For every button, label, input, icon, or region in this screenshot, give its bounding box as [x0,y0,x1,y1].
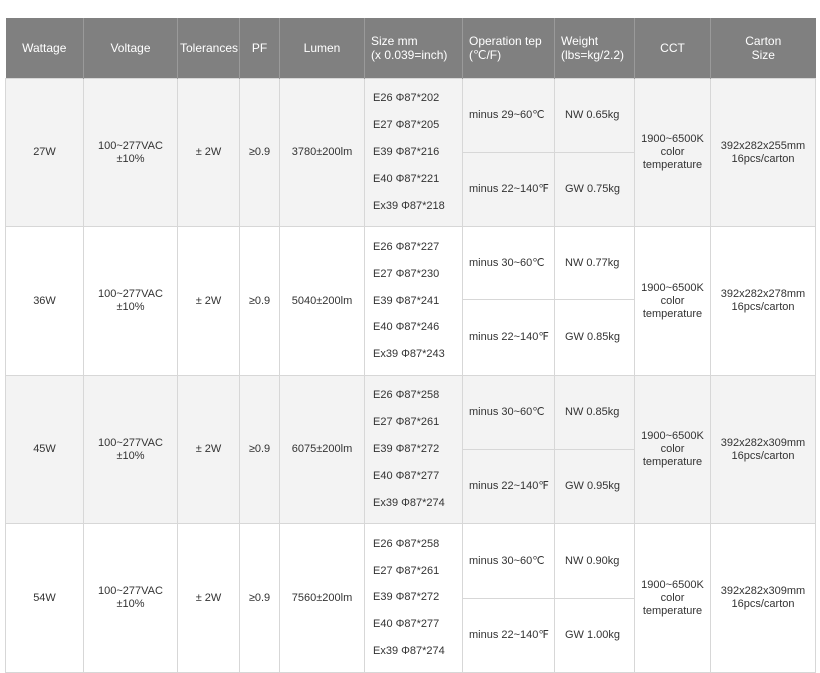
carton-dimensions: 392x282x255mm [720,139,806,152]
wattage-cell: 54W [6,524,84,672]
size-e27: E27 Φ87*261 [373,416,440,429]
cct-temperature: temperature [642,307,703,320]
carton-dimensions: 392x282x309mm [720,585,806,598]
carton-cell [711,524,816,672]
net-weight: NW 0.85kg [555,375,635,449]
gross-weight: GW 1.00kg [555,598,635,672]
carton-quantity: 16pcs/carton [731,449,795,462]
cct-cell [635,227,711,375]
net-weight: NW 0.65kg [555,79,635,153]
header-operation-temp [463,18,555,79]
lumen-cell: 6075±200lm [280,375,365,523]
voltage-cell [84,375,178,523]
spec-body [6,79,816,673]
size-e39: E39 Φ87*272 [373,591,440,604]
op-temp-fahrenheit: minus 22~140℉ [463,300,555,376]
cct-cell [635,79,711,227]
pf-cell: ≥0.9 [240,375,280,523]
cct-cell [635,524,711,672]
carton-quantity: 16pcs/carton [731,152,795,165]
voltage-tolerance: ±10% [116,301,145,314]
header-size [365,18,463,79]
cct-color: color [660,146,685,159]
pf-cell: ≥0.9 [240,524,280,672]
size-e39: E39 Φ87*241 [373,294,440,307]
header-wattage: Wattage [6,18,84,79]
op-temp-fahrenheit: minus 22~140℉ [463,153,555,227]
size-e40: E40 Φ87*277 [373,469,440,482]
size-e26: E26 Φ87*202 [373,92,440,105]
pf-cell: ≥0.9 [240,227,280,375]
gross-weight: GW 0.85kg [555,300,635,376]
voltage-range: 100~277VAC [98,436,163,449]
cct-temperature: temperature [642,159,703,172]
op-temp-fahrenheit: minus 22~140℉ [463,598,555,672]
header-carton-sub: Size [751,48,775,62]
size-e39: E39 Φ87*272 [373,442,440,455]
carton-quantity: 16pcs/carton [731,301,795,314]
size-ex39: Ex39 Φ87*243 [373,348,445,361]
size-ex39: Ex39 Φ87*274 [373,645,445,658]
cct-color: color [660,443,685,456]
size-cell [365,79,463,227]
net-weight: NW 0.77kg [555,227,635,300]
spec-table [5,18,816,673]
tolerance-cell: ± 2W [178,375,240,523]
carton-dimensions: 392x282x278mm [720,288,806,301]
pf-cell: ≥0.9 [240,79,280,227]
carton-cell [711,79,816,227]
size-e27: E27 Φ87*261 [373,564,440,577]
wattage-cell: 45W [6,375,84,523]
voltage-cell [84,79,178,227]
voltage-cell [84,524,178,672]
carton-dimensions: 392x282x309mm [720,436,806,449]
wattage-cell: 36W [6,227,84,375]
voltage-tolerance: ±10% [116,152,145,165]
header-voltage: Voltage [84,18,178,79]
op-temp-celsius: minus 30~60℃ [463,524,555,598]
table-row-top [6,227,816,300]
size-ex39: Ex39 Φ87*218 [373,199,445,212]
carton-quantity: 16pcs/carton [731,598,795,611]
header-carton [711,18,816,79]
op-temp-celsius: minus 30~60℃ [463,227,555,300]
header-lumen: Lumen [280,18,365,79]
cct-range: 1900~6500K [641,133,704,146]
cct-cell [635,375,711,523]
cct-range: 1900~6500K [641,430,704,443]
header-op-title: Operation tep [469,34,542,48]
cct-range: 1900~6500K [641,281,704,294]
voltage-tolerance: ±10% [116,449,145,462]
cct-temperature: temperature [642,456,703,469]
voltage-range: 100~277VAC [98,585,163,598]
header-row [6,18,816,79]
header-weight [555,18,635,79]
cct-temperature: temperature [642,604,703,617]
table-row-top [6,79,816,153]
header-tolerances: Tolerances [178,18,240,79]
header-pf: PF [240,18,280,79]
size-e26: E26 Φ87*258 [373,389,440,402]
size-e27: E27 Φ87*230 [373,267,440,280]
size-e40: E40 Φ87*221 [373,172,440,185]
wattage-cell: 27W [6,79,84,227]
voltage-tolerance: ±10% [116,598,145,611]
size-e39: E39 Φ87*216 [373,146,440,159]
cct-range: 1900~6500K [641,578,704,591]
size-e26: E26 Φ87*227 [373,240,440,253]
header-carton-title: Carton [745,34,782,48]
size-ex39: Ex39 Φ87*274 [373,496,445,509]
size-cell [365,524,463,672]
size-e40: E40 Φ87*277 [373,618,440,631]
header-size-unit: (x 0.039=inch) [371,48,448,62]
net-weight: NW 0.90kg [555,524,635,598]
size-e26: E26 Φ87*258 [373,537,440,550]
cct-color: color [660,591,685,604]
size-e40: E40 Φ87*246 [373,321,440,334]
op-temp-celsius: minus 30~60℃ [463,375,555,449]
gross-weight: GW 0.95kg [555,450,635,524]
tolerance-cell: ± 2W [178,524,240,672]
voltage-range: 100~277VAC [98,288,163,301]
voltage-range: 100~277VAC [98,139,163,152]
carton-cell [711,375,816,523]
voltage-cell [84,227,178,375]
cct-color: color [660,294,685,307]
header-weight-unit: (lbs=kg/2.2) [561,48,625,62]
carton-cell [711,227,816,375]
size-e27: E27 Φ87*205 [373,119,440,132]
header-weight-title: Weight [561,34,599,48]
tolerance-cell: ± 2W [178,79,240,227]
op-temp-fahrenheit: minus 22~140℉ [463,450,555,524]
table-row-top [6,375,816,449]
header-cct: CCT [635,18,711,79]
size-cell [365,227,463,375]
header-size-title: Size mm [371,34,418,48]
size-cell [365,375,463,523]
lumen-cell: 5040±200lm [280,227,365,375]
table-row-top [6,524,816,598]
lumen-cell: 3780±200lm [280,79,365,227]
tolerance-cell: ± 2W [178,227,240,375]
gross-weight: GW 0.75kg [555,153,635,227]
header-op-unit: (℃/F) [469,48,502,62]
lumen-cell: 7560±200lm [280,524,365,672]
op-temp-celsius: minus 29~60℃ [463,79,555,153]
